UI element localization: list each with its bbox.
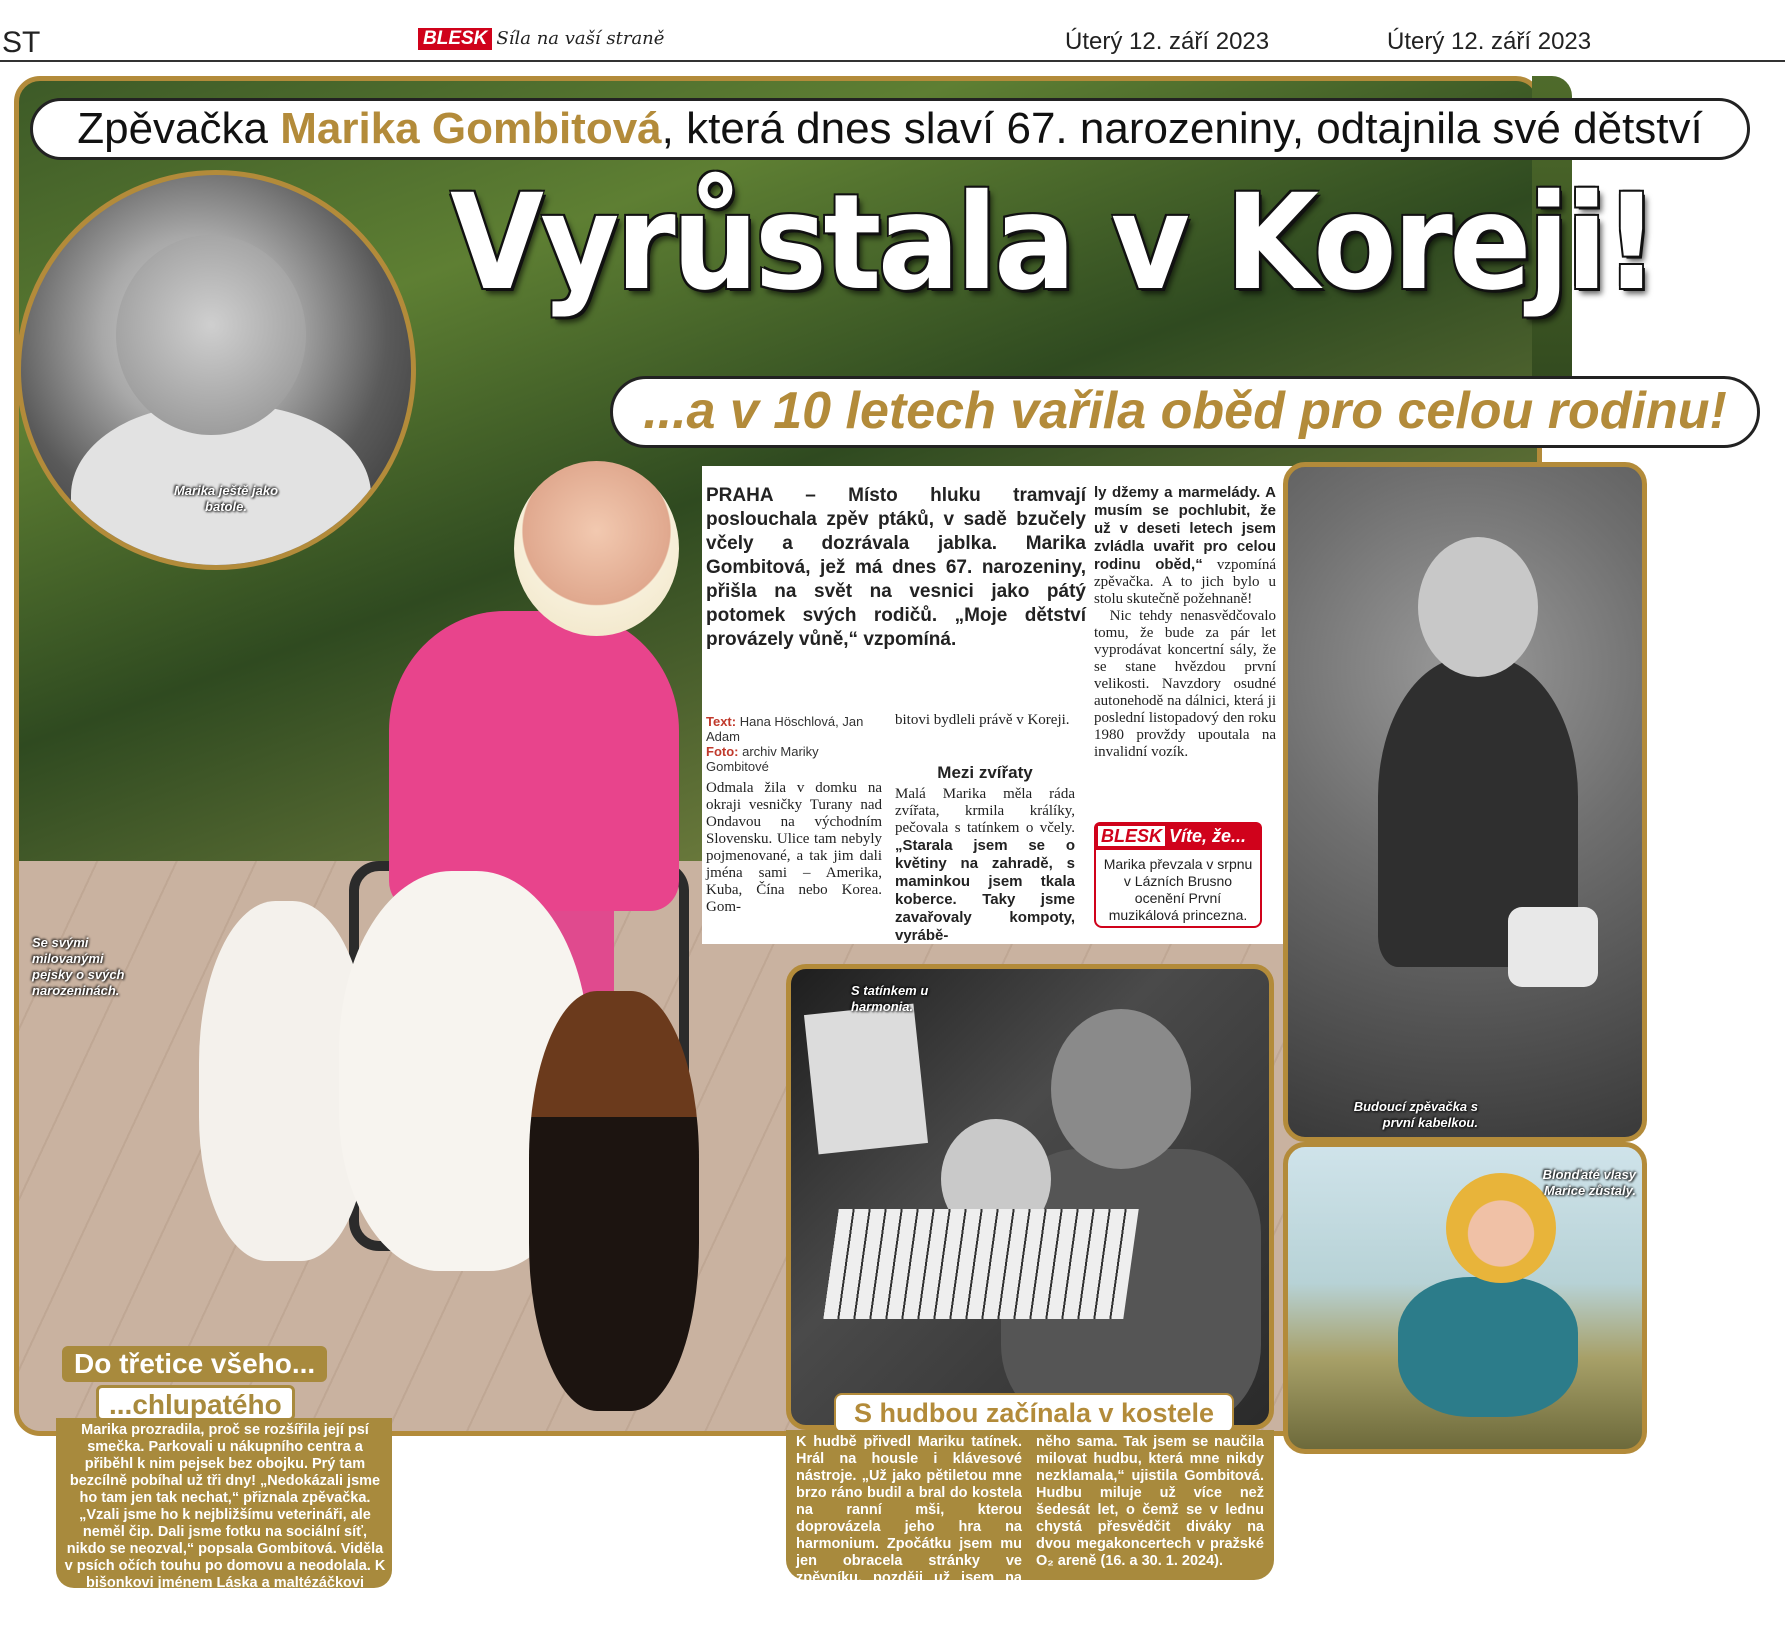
girl-with-handbag-photo: [1283, 462, 1647, 1142]
harmonium-keys: [823, 1209, 1138, 1319]
piano-text-column-2: něho sama. Tak jsem se naučila milovat hudbu, která mne nikdy nezklamala,“ ujistila Gombitová. Hudbu miluje už více než šedesát let, o čemž se v lednu chystá přesvědčit diváky na dvou megakoncertech v pražské O₂ areně (16. a 30. 1. 2024).: [1036, 1434, 1264, 1569]
article-column-1: Odmala žila v domku na okraji vesničky Turany nad Ondavou na východním Slovensku. Ulice tam nebyly pojmenované, a tak jim dali jména sami – Amerika, Kuba, Čína nebo Korea. Gom-: [706, 780, 882, 915]
subtitle-banner: [30, 98, 1750, 160]
credit-text: Hana Höschlová, Jan Adam: [706, 714, 864, 744]
dogs-text: Marika prozradila, proč se rozšířila její psí smečka. Parkovali u nákupního centra a přiběhl k nim pejsek bez obojku. Prý tam bezcílně pobíhal už tři dny! „Nedokázali jsme ho tam jen tak nechat,“ přiznala zpěvačka. „Vzali jsme ho k nejbližšímu veterináři, ale neměl čip. Dali jsme fotku na sociální síť, nikdo se neozval,“ popsala Gombitová. Viděla v psích očích touhu po domovu a neodolala. K bišonkovi jménem Láska a maltézáčkovi Majce tak přibyla ještě Bella. „Našla si nás a já jsem šťastná,“ říká Marika.: [64, 1422, 386, 1625]
column-3-para: Nic tehdy nenasvědčovalo tomu, že bude za pár let vyprodávat koncertní sály, že se stane hvězdou první velikosti. Navzdory osudné autonehodě na dálnici, která ji poslední listopadový den roku 1980 provždy upoutala na invalidní vozík.: [1094, 608, 1276, 760]
father-head: [1051, 1009, 1191, 1169]
subheading-mezi-zviraty: Mezi zvířaty: [937, 763, 1033, 782]
caption-dogs: Se svými milovanými pejsky o svých narozeninách.: [32, 935, 125, 998]
subheadline: ...a v 10 letech vařila oběd pro celou rodinu!: [610, 376, 1760, 448]
article-column-3: [1094, 484, 1276, 761]
credit-photo-label: Foto:: [706, 744, 739, 759]
article-column-2-body: [895, 786, 1075, 945]
piano-text-column-1: K hudbě přivedl Mariku tatínek. Hrál na housle i klávesové nástroje. „Už jako pětiletou mne brzo ráno budil a bral do kostela na ranní mši, kterou doprovázela jeho hra na harmonium. Zpočátku jsem mu jen obracela stránky ve zpěvníku, později už jsem na harmonium hrála místo: [796, 1434, 1022, 1603]
subtitle-post: , která dnes slaví 67. narozeniny, odtajnila své dětství: [661, 104, 1703, 153]
column-2-quote: „Starala jsem se o květiny na zahradě, s maminkou jsem tkala koberce. Taky jsme zavařovaly kompoty, vyrábě-: [895, 837, 1075, 944]
issue-date-right: Úterý 12. září 2023: [1387, 28, 1592, 55]
baby-photo: [16, 170, 416, 570]
vite-label: Víte, že...: [1169, 826, 1247, 846]
colorized-girl-body: [1398, 1277, 1578, 1417]
piano-box-title: S hudbou začínala v kostele: [834, 1393, 1234, 1433]
column-3-text: vzpomíná zpěvačka. A to jich bylo u stolu skutečně požehnaně!: [1094, 557, 1276, 607]
article-credits: [706, 714, 884, 774]
credit-photo: archiv Mariky Gombitové: [706, 744, 819, 774]
slogan: Síla na vaší straně: [496, 28, 665, 49]
girl-handbag: [1508, 907, 1598, 987]
vite-ze-text: Marika převzala v srpnu v Lázních Brusno ocenění První muzikálová princezna.: [1103, 856, 1253, 923]
subtitle-name: Marika Gombitová: [280, 104, 662, 153]
subtitle-pre: Zpěvačka: [77, 104, 281, 153]
article-lead: PRAHA – Místo hluku tramvají poslouchala zpěv ptáků, v sadě bzučely včely a dozrávala jablka. Marika Gombitová, jež má dnes 67. narozeniny, přišla na svět na vesnici jako pátý potomek svých rodičů. „Moje dětství provázely vůně,“ vzpomíná.: [706, 485, 1086, 650]
issue-date-left: Úterý 12. září 2023: [1065, 28, 1270, 55]
credit-text-label: Text:: [706, 714, 737, 729]
dogs-title-2: ...chlupatého: [96, 1385, 295, 1421]
column-3-quote: ly džemy a marmelády. A musím se pochlubit, že už v deseti letech jsem zvládla uvařit pro celou rodinu oběd,“: [1094, 484, 1276, 573]
caption-girl: Budoucí zpěvačka s první kabelkou.: [1353, 1099, 1478, 1130]
blesk-logo[interactable]: [418, 28, 664, 50]
vite-ze-header: [1094, 822, 1262, 850]
brown-dog: [529, 991, 699, 1411]
logo-text: BLESK: [418, 28, 492, 50]
baby-face: [116, 235, 306, 435]
woman-head: [514, 461, 679, 636]
header-divider: [0, 60, 1785, 62]
column-2-text: Malá Marika měla ráda zvířata, krmila králíky, pečovala s tatínkem o včely.: [895, 786, 1075, 836]
section-label: ST: [2, 26, 41, 59]
colorized-girl-photo: [1283, 1142, 1647, 1454]
caption-color: Blonďaté vlasy Marice zůstaly.: [1542, 1167, 1636, 1198]
caption-piano: S tatínkem u harmonia.: [851, 983, 929, 1014]
article-column-2: [895, 712, 1075, 729]
sheet-music: [804, 1004, 928, 1155]
vite-logo: BLESK: [1098, 826, 1165, 846]
woman-body: [389, 611, 679, 911]
girl-face: [1418, 537, 1538, 677]
piano-photo: [786, 964, 1274, 1430]
headline: Vyrůstala v Koreji!: [450, 166, 1656, 320]
column-2-intro: bitovi bydleli právě v Koreji.: [895, 712, 1070, 728]
caption-baby: Marika ještě jako batole.: [173, 483, 279, 514]
dogs-title-1: Do třetice všeho...: [62, 1346, 327, 1382]
